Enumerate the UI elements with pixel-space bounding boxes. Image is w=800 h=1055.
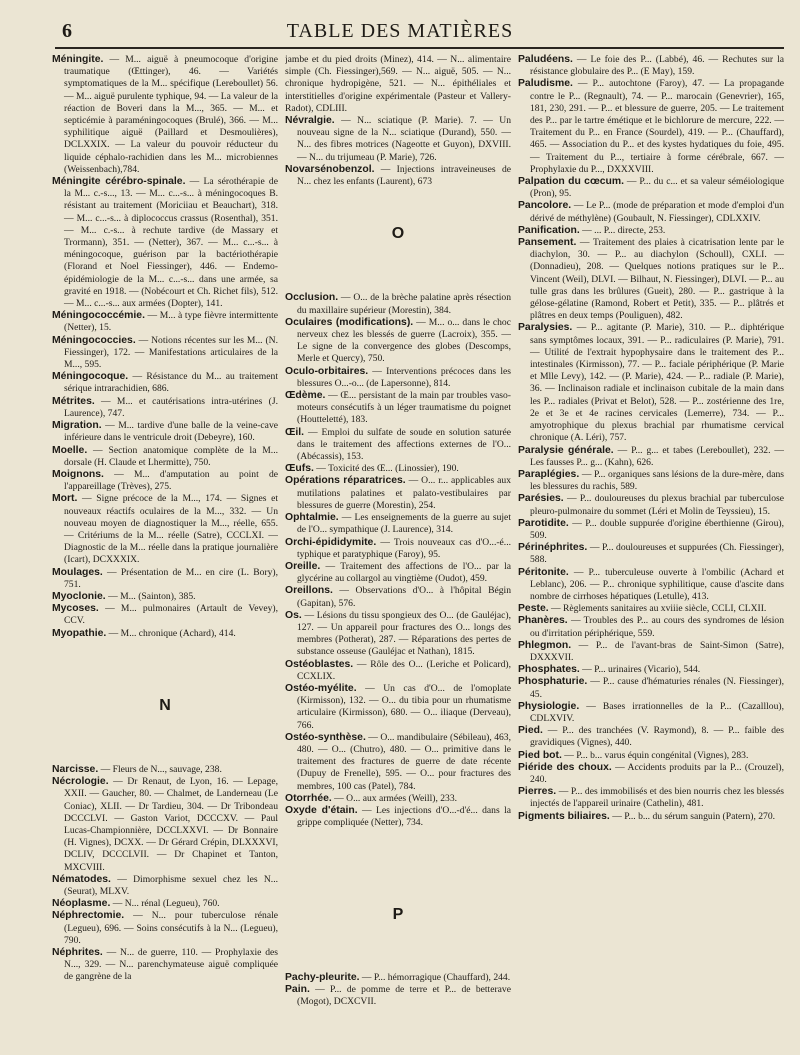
entry-headword: Piéride des choux. <box>518 761 612 773</box>
index-entry <box>518 786 784 810</box>
index-entry <box>518 322 784 444</box>
entry-headword: Peste. <box>518 603 549 615</box>
entry-headword: Oreille. <box>285 560 321 572</box>
entry-headword: Oreillons. <box>285 585 333 597</box>
index-entry <box>518 176 784 200</box>
entry-headword: Orchi-épididymite. <box>285 536 377 548</box>
index-entry <box>518 493 784 517</box>
index-entry <box>518 762 784 786</box>
column-2 <box>285 54 511 1049</box>
entry-text: — Fleurs de N..., sauvage, 238. <box>98 763 222 775</box>
index-entry <box>285 537 511 561</box>
index-entry <box>285 585 511 609</box>
entry-text: — M... (Sainton), 385. <box>105 590 196 602</box>
index-entry <box>52 874 278 898</box>
entry-text: — Dimorphisme sexuel chez les N... (Seurat), MLXV. <box>64 873 278 897</box>
entry-text: — P... urinaires (Vicario), 544. <box>579 664 701 676</box>
entry-headword: Pain. <box>285 983 310 995</box>
entry-text: — Injections intraveineuses de N... chez les enfants (Laurent), 673 <box>297 163 511 188</box>
entry-headword: Novarsénobenzol. <box>285 163 375 175</box>
index-entry <box>518 225 784 237</box>
entry-text: — Un cas d'O... de l'omoplate (Kirmisson), 132. — O... du tibia pour un rhumatisme articulaire (Kirmisson), 680. — O... iliaque (Derveau), 766. <box>297 682 511 731</box>
entry-text: — M... à type fièvre intermittente (Netter), 15. <box>64 310 278 334</box>
entry-text: — Troubles des P... au cours des syndromes de lésion ou d'irritation périphérique, 559. <box>530 615 784 639</box>
entry-text: — Le foie des P... (Labbé), 46. — Rechutes sur la résistance globulaire des P... (E May), 159. <box>530 54 784 78</box>
index-entry <box>285 475 511 512</box>
entry-text: — P... tuberculeuse ouverte à l'ombilic (Achard et Leblanc), 206. — P... chronique syphilitique, cause d'ascite dans nombre de cirrhoses hépatiques (Letulle), 413. <box>530 566 784 602</box>
entry-text: — P... de pomme de terre et P... de betterave (Mogot), DCXCVII. <box>297 983 511 1007</box>
index-entry <box>518 567 784 604</box>
entry-text: — Traitement des plaies à cicatrisation lente par le diachylon, 30. — P... au diachylon (Schoull), CXLI. — (Donnadieu), 208. — Quelques notions pratiques sur le P... Vincent (Weil), DLVI. — Bilhaut, N. Fiessinger), DLVI. — P... au tulle gras dans les brûlures (Gueit), 280. — P... gastrique à la gélose-gélatine (Ramond, Robert et Petit), 335. — P... plâtrés et plâtres en deux temps (Pouliguen), 482. <box>530 237 784 322</box>
entry-headword: Os. <box>285 609 302 621</box>
entry-headword: Œufs. <box>285 463 314 475</box>
entry-headword: Pied. <box>518 725 543 737</box>
entry-headword: Myopathie. <box>52 627 107 639</box>
entry-text: — P... cause d'hématuries rénales (N. Fiessinger), 45. <box>530 676 784 700</box>
entry-headword: Néoplasme. <box>52 898 111 910</box>
entry-text: — P... de l'avant-bras de Saint-Simon (Satre), DXXXVII. <box>530 639 784 663</box>
entry-headword: Phanères. <box>518 615 568 627</box>
entry-text: — N... sciatique (P. Marie). 7. — Un nouveau signe de la N... sciatique (Durand), 550. — N... des fibres motrices (Nageotte et Guyon), DXVIII. — N... du trijumeau (P. Marie), 726. <box>297 115 511 163</box>
entry-text: — M... et cautérisations intra-utérines (J. Laurence), 747. <box>64 395 278 419</box>
entry-headword: Opérations réparatrices. <box>285 475 406 487</box>
index-entry <box>518 469 784 493</box>
entry-headword: Méningocoque. <box>52 371 129 383</box>
entry-text: — P... autochtone (Faroy), 47. — La propagande contre le P... (Regnault), 74. — P... marocain (Genevrier), 165, 181, 230, 291. — P... et blessure de guerre, 205. — Le traitement des P... par le tartre émétique et le bichlorure de mercure, 222. — Traitement du P... en France (Sourdel), 419. — P... (Chauffard), 465. — Association du P... et des kystes hydatiques du foie, 495. — Traitement du P..., tertiaire à forme cérébrale, 667. — Prophylaxie du P..., DXXXVIII. <box>530 78 784 175</box>
index-entry <box>52 947 278 984</box>
index-entry <box>52 591 278 603</box>
entry-headword: Œdème. <box>285 390 326 402</box>
index-entry <box>518 518 784 542</box>
column-3 <box>518 54 784 1049</box>
entry-headword: Pigments biliaires. <box>518 810 610 822</box>
entry-headword: Méningite cérébro-spinale. <box>52 176 186 188</box>
index-entry <box>285 805 511 829</box>
entry-headword: Parotidite. <box>518 517 569 529</box>
index-entry <box>52 567 278 591</box>
entry-text: — M... o... dans le choc nerveux chez les blessés de guerre (Lacroix), 355. — Le signe de la convergence des globes (Descomps, Merle et Quercy), 750. <box>297 316 511 365</box>
entry-text: — O... aux armées (Weill), 233. <box>331 792 458 804</box>
entry-text: — Emploi du sulfate de soude en solution saturée dans le traitement des affections externes de l'O... (Abécassis), 153. <box>297 426 511 463</box>
index-entry <box>518 78 784 176</box>
entry-headword: Ostéo-myélite. <box>285 682 357 694</box>
index-entry <box>518 237 784 322</box>
index-entry <box>52 469 278 493</box>
entry-headword: Parésies. <box>518 493 564 505</box>
index-entry <box>52 176 278 310</box>
entry-text: — P... des tranchées (V. Raymond), 8. — P... faible des gravidiques (Vignes), 440. <box>530 725 784 749</box>
entry-headword: Oculaires (modifications). <box>285 316 414 328</box>
entry-text: — P... double suppurée d'origine éberthienne (Girou), 509. <box>530 517 784 541</box>
index-entry <box>285 972 511 984</box>
entry-text: — N... rénal (Legueu), 760. <box>110 898 220 910</box>
entry-headword: Moignons. <box>52 468 104 480</box>
index-entry <box>285 512 511 536</box>
entry-text: — N... de guerre, 110. — Prophylaxie des N..., 329. — N... parenchymateuse aiguë compliquée de gangrène de la <box>64 947 278 983</box>
entry-text: — Le P... (mode de préparation et mode d'emploi d'un dérivé de méthylène) (Goubault, N. Fiessinger), CDLXXIV. <box>530 200 784 224</box>
entry-headword: Ostéo-synthèse. <box>285 731 366 743</box>
entry-text: — Règlements sanitaires au xviiie siècle, CCLI, CLXII. <box>548 603 767 615</box>
entry-text: — O... r... applicables aux mutilations palatines et palato-vestibulaires par blessures de guerre (Morestin), 254. <box>297 475 511 511</box>
entry-text: — Trois nouveaux cas d'O...-é... typhique et paratyphique (Faroy), 95. <box>297 536 511 560</box>
entry-text: — Les enseignements de la guerre au sujet de l'O... sympathique (J. Laurence), 314. <box>297 512 511 536</box>
entry-text: — Lésions du tissu spongieux des O... (de Gauléjac), 127. — Un appareil pour fractures des O... longs des membres (Potherat), 287. — Réparations des pertes de substance osseuse (Gauléjac et Nathan), 1815. <box>297 609 511 658</box>
entry-text: — Interventions précoces dans les blessures O...-o... (de Lapersonne), 814. <box>297 365 511 389</box>
index-entry <box>285 390 511 427</box>
index-entry <box>518 701 784 725</box>
entry-text: — P... du c... et sa valeur séméiologique (Pron), 95. <box>530 176 784 200</box>
entry-headword: Œil. <box>285 426 305 438</box>
index-entry <box>285 683 511 732</box>
entry-headword: Physiologie. <box>518 700 580 712</box>
index-entry <box>52 371 278 395</box>
entry-text: — M... aiguë à pneumocoque d'origine traumatique (Œttinger), 46. — Variétés symptomatiques de la M... spécifique (Lereboullet) 56. — M... aiguë purulente typhique, 94. — La valeur de la réaction de Boveri dans la M..., 365. — M... et septicémie à paraméningocoques (Brulé), 366. — M... syphilitique aiguë (Paillard et Desmoulières), DCLXXIX. — La valeur du pouvoir réducteur du liquide céphalo-rachidien dans les M... microbiennes (Weissenbach),784. <box>64 54 278 175</box>
entry-text: jambe et du pied droits (Minez), 414. — N... alimentaire simple (Ch. Fiessinger),569. — N... aiguë, 505. — N... chronique hydropigène, 521. — N... épithéliales et interstitielles d'origine expérimentale (Pasteur et Vallery-Radot), CDLIII. <box>285 54 511 114</box>
entry-headword: Nématodes. <box>52 873 111 885</box>
entry-headword: Panification. <box>518 224 580 236</box>
index-entry <box>52 910 278 947</box>
section-letter: N <box>159 696 171 714</box>
entry-headword: Paralysies. <box>518 322 573 334</box>
entry-headword: Pied bot. <box>518 749 562 761</box>
index-entry <box>52 764 278 776</box>
index-entry <box>518 603 784 615</box>
entry-text: — Signe précoce de la M..., 174. — Signes et nouveaux réactifs oculaires de la M..., 332. — Un nouveau moyen de diagnostiquer la M..., réelle, 655. — Critériums de la M... réelle (Satre), CCCLXI. — Diagnostic de la M... réelle dans la pratique journalière (Icart), DCXXXIX. <box>64 493 278 566</box>
index-entry <box>285 659 511 683</box>
entry-headword: Paraplégies. <box>518 468 580 480</box>
index-entry <box>52 54 278 176</box>
index-entry <box>518 200 784 224</box>
entry-headword: Pansement. <box>518 237 577 249</box>
index-entry <box>285 793 511 805</box>
entry-text: — Section anatomique complète de la M... dorsale (H. Claude et Lhermitte), 750. <box>64 444 278 468</box>
index-entry <box>285 427 511 464</box>
entry-headword: Palpation du cœcum. <box>518 176 625 188</box>
section-letter: P <box>392 906 404 924</box>
index-entry <box>285 732 511 793</box>
entry-headword: Oxyde d'étain. <box>285 804 358 816</box>
entry-headword: Moelle. <box>52 444 88 456</box>
index-entry <box>285 115 511 164</box>
index-entry <box>52 335 278 372</box>
entry-headword: Névralgie. <box>285 115 335 127</box>
index-entry <box>285 292 511 316</box>
entry-headword: Myoclonie. <box>52 590 106 602</box>
entry-text: — P... douloureuses et suppurées (Ch. Fiessinger), 588. <box>530 542 784 566</box>
entry-text: — Résistance du M... au traitement sérique intrarachidien, 686. <box>64 371 278 395</box>
index-entry <box>285 610 511 659</box>
entry-headword: Paralysie générale. <box>518 444 614 456</box>
entry-headword: Méningite. <box>52 54 104 65</box>
index-entry <box>52 776 278 874</box>
entry-text: — P... g... et tabes (Lereboullet), 232. — Les fausses P... g... (Kahn), 626. <box>530 444 784 468</box>
entry-headword: Narcisse. <box>52 763 99 775</box>
entry-headword: Otorrhée. <box>285 792 332 804</box>
entry-text: — P... b... varus équin congénital (Vignes), 283. <box>561 749 749 761</box>
index-entry <box>518 725 784 749</box>
entry-headword: Métrites. <box>52 395 95 407</box>
entry-text: — Œ... persistant de la main par troubles vaso-moteurs consécutifs à un léger traumatisme du poignet (Houtteletté), 183. <box>297 390 511 426</box>
entry-text: — Présentation de M... en cire (L. Bory), 751. <box>64 566 278 590</box>
index-entry <box>285 164 511 188</box>
index-entry <box>52 445 278 469</box>
entry-headword: Pierres. <box>518 786 557 798</box>
entry-headword: Méningococcies. <box>52 334 136 346</box>
index-entry <box>518 676 784 700</box>
entry-headword: Paludéens. <box>518 54 573 65</box>
entry-text: — N... pour tuberculose rénale (Legueu), 696. — Soins consécutifs à la N... (Legueu), 790. <box>64 910 278 946</box>
entry-text: — M... d'amputation au point de l'appareillage (Trèves), 275. <box>64 468 278 493</box>
index-entry <box>52 603 278 627</box>
section-letter: O <box>391 225 405 243</box>
entry-headword: Phosphaturie. <box>518 676 588 688</box>
entry-text: — Notions récentes sur les M... (N. Fiessinger), 172. — Manifestations articulaires de la M..., 595. <box>64 334 278 371</box>
entry-text: — ... P... directe, 253. <box>579 224 666 236</box>
entry-text: — Rôle des O... (Leriche et Policard), CCXLIX. <box>297 658 511 682</box>
entry-headword: Occlusion. <box>285 292 339 304</box>
entry-headword: Phosphates. <box>518 664 580 676</box>
index-entry <box>518 54 784 78</box>
entry-headword: Périnéphrites. <box>518 542 588 554</box>
entry-headword: Méningococcémie. <box>52 310 145 322</box>
header-rule <box>55 47 784 49</box>
entry-text: — P... organiques sans lésions de la dure-mère, dans les blessures du rachis, 589. <box>530 468 784 493</box>
entry-headword: Ophtalmie. <box>285 512 339 524</box>
entry-text: — P... agitante (P. Marie), 310. — P... diphtérique sans symptômes locaux, 391. — P... radiculaires (P. Marie), 791. — Utilité de l'extrait hypophysaire dans le traitement des P... intestinales (Kirmisson), 77. — P... faciale périphérique (P. Marie et Mlle Levy), 142. — (P. Marie), 424. — P... radiale (P. Marie), 36. — Inclinaison radiale et inclinaison cubitale de la main dans les P... radiales (Privat et Belot), 528. — P... zostérienne des 1re, 2e et 3e et 4e racines cervicales (Lemerre), 734. — P... amyotrophique du plexus brachial par rhumatisme cervical chronique (A. Léri), 757. <box>530 322 784 444</box>
entry-headword: Pancolore. <box>518 200 572 212</box>
entry-headword: Migration. <box>52 420 102 432</box>
index-entry <box>518 615 784 639</box>
entry-headword: Péritonite. <box>518 566 569 578</box>
index-entry <box>52 898 278 910</box>
index-entry <box>52 420 278 444</box>
entry-headword: Nécrologie. <box>52 776 109 788</box>
entry-text: — Toxicité des Œ... (Linossier), 190. <box>313 463 459 475</box>
index-entry <box>518 445 784 469</box>
entry-headword: Moulages. <box>52 566 103 578</box>
entry-text: — Traitement des affections de l'O... par la glycérine au collargol au vingtième (Oudot), 459. <box>297 560 511 585</box>
entry-text: — Accidents produits par la P... (Crouzel), 240. <box>530 761 784 785</box>
entry-headword: Néphrites. <box>52 947 103 958</box>
entry-text: — Les injections d'O...-d'é... dans la grippe compliquée (Netter), 734. <box>297 804 511 829</box>
index-entry <box>285 984 511 1008</box>
entry-headword: Paludisme. <box>518 78 573 90</box>
index-entry <box>285 317 511 366</box>
entry-text: — O... de la brèche palatine après résection du maxillaire supérieur (Morestin), 384. <box>297 292 511 316</box>
index-entry <box>518 664 784 676</box>
index-entry <box>285 366 511 390</box>
index-entry <box>52 310 278 334</box>
index-entry <box>285 463 511 475</box>
index-entry <box>52 628 278 640</box>
page-title: TABLE DES MATIÈRES <box>286 20 514 42</box>
entry-text: — P... des immobilisés et des bien nourris chez les blessés injectés de l'appareil urinaire (Cathelin), 481. <box>530 786 784 810</box>
entry-text: — P... b... du sérum sanguin (Patern), 270. <box>609 810 776 822</box>
column-1 <box>52 54 278 1049</box>
index-entry-continued <box>285 54 511 115</box>
entry-text: — Bases irrationnelles de la P... (Cazalllou), CDLXVIV. <box>530 700 784 724</box>
entry-headword: Néphrectomie. <box>52 910 125 922</box>
entry-text: — O... mandibulaire (Sébileau), 463, 480. — O... (Chutro), 480. — O... primitive dans le traitement des fractures de guerre de date récente (Dupuy de Frenelle), 595. — O... pour fractures des membres, 100 cas (Patel), 784. <box>297 731 511 792</box>
entry-headword: Pachy-pleurite. <box>285 971 360 983</box>
entry-headword: Mycoses. <box>52 603 99 615</box>
entry-headword: Ostéoblastes. <box>285 658 354 670</box>
entry-headword: Oculo-orbitaires. <box>285 365 369 377</box>
entry-text: — Observations d'O... à l'hôpital Bégin (Gapitan), 576. <box>297 585 511 609</box>
index-entry <box>285 561 511 585</box>
entry-text: — M... pulmonaires (Artault de Vevey), CCV. <box>64 603 278 627</box>
entry-text: — P... hémorragique (Chauffard), 244. <box>359 971 511 983</box>
index-entry <box>52 396 278 420</box>
index-entry <box>518 750 784 762</box>
index-entry <box>518 811 784 823</box>
entry-text: — P... douloureuses du plexus brachial par tuberculose pleuro-pulmonaire du sommet (Léri et Molin de Teyssieu), 15. <box>530 493 784 517</box>
index-entry <box>518 542 784 566</box>
entry-text: — M... chronique (Achard), 414. <box>106 627 236 639</box>
index-entry <box>518 640 784 664</box>
entry-text: — Dr Renaut, de Lyon, 16. — Lepage, XXII. — Gaucher, 80. — Chalmet, de Landerneau (Le Coniac), XLII. — Dr Tardieu, 304. — Dr Tribondeau DCCCLVI. — Gaston Variot, DCCCXV. — Paul Lucas-Championnière, DCCLXXVI. — Dr Bonnaire (H. Vignes), DCXX. — Dr Gérard Crépin, DLXXXVI, DCLIV, DCCCLVII. — Dr Chapinet et Tanton, MXCVIII. <box>64 776 278 873</box>
entry-text: — La sérothérapie de la M... c.-s..., 13. — M... c...-s... à méningocoques B. résistant au traitement (Moriciiau et Beauchart), 318. — M... c...-s... à diplococcus crassus (Rosenthal), 351. — M... c.-s... à rechute tardive (de Massary et Trormann), 351. — (Netter), 367. — M... c...-s... à méningocoque, guérison par la bactériothérapie (Florand et Noel Fiessinger), 446. — Endemo-épidémiologie de la M... c...-s... dans une armée, sa gravité en 1918. — (Nobécourt et Ch. Richet fils), 512. — M... c...-s... aux armées (Dopter), 141. <box>64 176 278 310</box>
index-entry <box>52 493 278 566</box>
page-number: 6 <box>62 20 72 42</box>
entry-text: — M... tardive d'une balle de la veine-cave inférieure dans le ventricule droit (Debeyre), 160. <box>64 420 278 444</box>
entry-headword: Phlegmon. <box>518 639 572 651</box>
entry-headword: Mort. <box>52 493 78 505</box>
